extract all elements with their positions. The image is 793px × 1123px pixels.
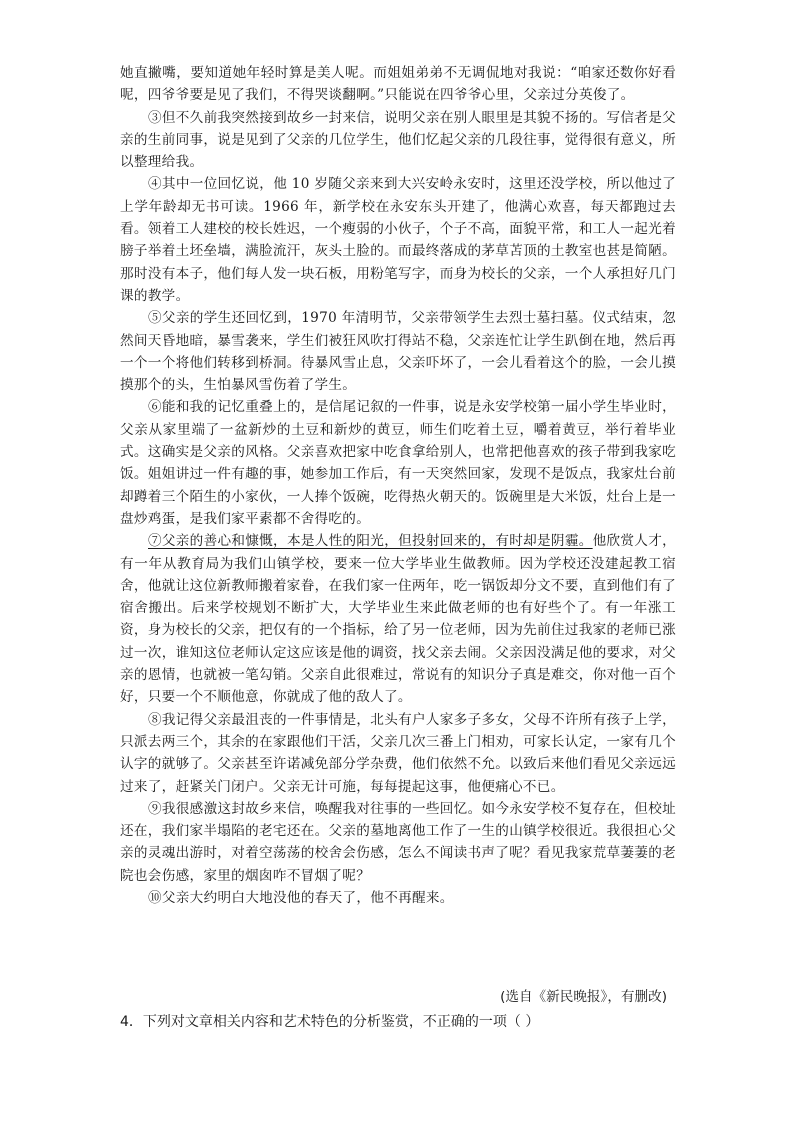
paragraph-3: ③但不久前我突然接到故乡一封来信，说明父亲在别人眼里是其貌不扬的。写信者是父亲的生前同事，说是见到了父亲的几位学生，他们忆起父亲的几段往事，觉得很有意义，所以整理给我。	[120, 109, 676, 171]
paragraph-7	[120, 530, 676, 708]
question-4: 4．下列对文章相关内容和艺术特色的分析鉴赏，不正确的一项（ ）	[120, 1014, 540, 1030]
paragraph-5: ⑤父亲的学生还回忆到，1970 年清明节，父亲带领学生去烈士墓扫墓。仪式结束，忽然间天昏地暗，暴雪袭来，学生们被狂风吹打得站不稳，父亲连忙让学生趴倒在地，然后再一个一个将他们转移到桥洞。待暴风雪止息，父亲吓坏了，一会儿看着这个的脸，一会儿摸摸那个的头，生怕暴风雪伤着了学生。	[120, 310, 676, 394]
paragraph-4: ④其中一位回忆说，他 10 岁随父亲来到大兴安岭永安时，这里还没学校，所以他过了上学年龄却无书可读。1966 年，新学校在永安东头开建了，他满心欢喜，每天都跑过去看。领着工人建校的校长姓迟，一个瘦弱的小伙子，个子不高，面貌平常，和工人一起光着膀子举着土坯垒墙，满脸流汗，灰头土脸的。而最终落成的茅草苫顶的土教室也甚是简陋。那时没有本子，他们每人发一块石板，用粉笔写字，而身为校长的父亲，一个人承担好几门课的教学。	[120, 176, 676, 304]
paragraph-continuation: 她直撇嘴，要知道她年轻时算是美人呢。而姐姐弟弟不无调侃地对我说：“咱家还数你好看呢，四爷爷要是见了我们，不得哭谈翻啊。”只能说在四爷爷心里，父亲过分英俊了。	[120, 65, 676, 104]
paragraph-7-rest: 他欣赏人才，有一年从教育局为我们山镇学校，要来一位大学毕业生做教师。因为学校还没建起教工宿舍，他就让这位新教师搬着家眷，在我们家一住两年，吃一锅饭却分文不要，直到他们有了宿舍搬出。后来学校规划不断扩大，大学毕业生来此做老师的也有好些个了。有一年涨工资，身为校长的父亲，把仅有的一个指标，给了另一位老师，因为先前住过我家的老师已涨过一次，谁知这位老师认定这应该是他的调资，找父亲去闹。父亲因没满足他的要求，对父亲的恩情，也就被一笔勾销。父亲自此很难过，常说有的知识分子真是难交，你对他一百个好，只要一个不顺他意，你就成了他的敌人了。	[120, 533, 676, 706]
article-body	[120, 62, 676, 909]
underlined-sentence: ⑦父亲的善心和慷慨，本是人性的阳光，但投射回来的，有时却是阴霾。	[148, 533, 593, 550]
source-citation: (选自《新民晚报》，有删改)	[500, 989, 667, 1005]
paragraph-6: ⑥能和我的记忆重叠上的，是信尾记叙的一件事，说是永安学校第一届小学生毕业时，父亲从家里端了一盆新炒的土豆和新炒的黄豆，师生们吃着土豆，嚼着黄豆，举行着毕业式。这确实是父亲的风格。父亲喜欢把家中吃食拿给别人，也常把他喜欢的孩子带到我家吃饭。姐姐讲过一件有趣的事，她参加工作后，有一天突然回家，发现不是饭点，我家灶台前却蹲着三个陌生的小家伙，一人捧个饭碗，吃得热火朝天的。饭碗里是大米饭，灶台上是一盘炒鸡蛋，是我们家平素都不舍得吃的。	[120, 399, 676, 527]
paragraph-8: ⑧我记得父亲最沮丧的一件事情是，北头有户人家多子多女，父母不许所有孩子上学，只派去两三个，其余的在家跟他们干活，父亲几次三番上门相劝，可家长认定，一家有几个认字的就够了。父亲甚至许诺减免部分学杂费，他们依然不允。以致后来他们看见父亲远远过来了，赶紧关门闭户。父亲无计可施，每每提起这事，他便痛心不已。	[120, 711, 676, 795]
paragraph-9: ⑨我很感激这封故乡来信，唤醒我对往事的一些回忆。如今永安学校不复存在，但校址还在，我们家半塌陷的老宅还在。父亲的墓地离他工作了一生的山镇学校很近。我很担心父亲的灵魂出游时，对着空荡荡的校舍会伤感，怎么不闻读书声了呢？看见我家荒草萋萋的老院也会伤感，家里的烟囱咋不冒烟了呢？	[120, 800, 676, 884]
paragraph-10: ⑩父亲大约明白大地没他的春天了，他不再醒来。	[148, 889, 454, 906]
